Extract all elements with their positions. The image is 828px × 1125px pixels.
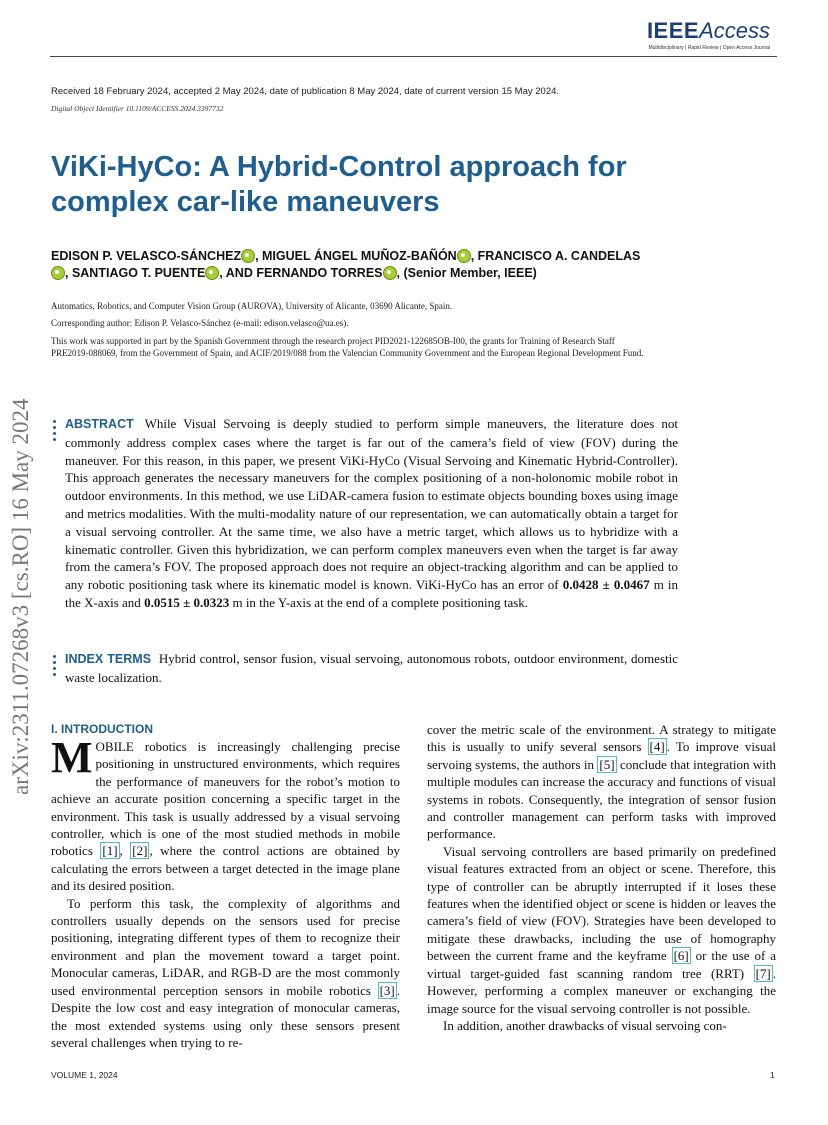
paragraph bbox=[51, 733, 401, 895]
abstract bbox=[65, 415, 678, 612]
abstract-text: While Visual Servoing is deeply studied to perform simple maneuvers, the literature does not commonly address complex cases where the target is far out of the camera’s field of view (FOV) during the maneuver. For this reason, in this paper, we present ViKi-HyCo (Visual Servoing and Kinematic Hybrid-Controller). This approach generates the necessary maneuvers for the complex positioning of a non-holonomic mobile robot in outdoor environments. In this method, we use LiDAR-camera fusion to estimate objects bounding boxes using image and metrics modalities. With the multi-modality nature of our representation, we can automatically obtain a target for a visual servoing controller. At the same time, we also have a metric target, which allows us to hybridize with a kinematic controller. Given this hybridization, we can perform complex maneuvers even when the target is far away from the camera’s FOV. The proposed approach does not require an object-tracking algorithm and can be applied to any robotic positioning task where its kinematic model is known. ViKi-HyCo has an error of bbox=[65, 416, 679, 593]
abstract-text: m in the X-axis and bbox=[65, 577, 679, 610]
paragraph-text: conclude that integration with multiple modules can increase the accuracy and functions of visual systems in robots. Consequently, the integration of sensor fusion and controller management can perform tasks with improved performance. bbox=[427, 756, 776, 842]
arxiv-id: arXiv:2311.07268v3 [cs.RO] 16 May 2024 bbox=[8, 398, 33, 795]
orcid-icon[interactable] bbox=[241, 249, 255, 263]
index-terms-text: Hybrid control, sensor fusion, visual servoing, autonomous robots, outdoor environment, domestic waste localization. bbox=[65, 651, 678, 685]
logo-brand: IEEE bbox=[646, 18, 700, 43]
paragraph-text: . However, performing a complex maneuver or exchanging the image source for the visual servoing controller is not possible. bbox=[427, 965, 776, 1016]
author-name: , FRANCISCO A. CANDELAS bbox=[470, 249, 641, 263]
body-column-right bbox=[427, 721, 776, 1034]
abstract-marker-icon bbox=[53, 420, 57, 444]
citation-link[interactable]: [6] bbox=[673, 948, 689, 964]
citation-link[interactable]: [5] bbox=[599, 756, 615, 772]
paragraph-text: To perform this task, the complexity of algorithms and controllers usually depends on the sensors used for precise positioning, integrating different types of them to recognize their environment and plan the movement toward a target point. Monocular cameras, LiDAR, and RGB-D are the most commonly used environmental perception sensors in mobile robotics bbox=[51, 895, 400, 998]
lead-word: OBILE bbox=[95, 739, 134, 754]
paragraph: In addition, another drawbacks of visual servoing con- bbox=[443, 1017, 727, 1033]
orcid-icon[interactable] bbox=[383, 266, 397, 280]
page-number: 1 bbox=[770, 1070, 775, 1080]
doi: Digital Object Identifier 10.1109/ACCESS.2024.3397732 bbox=[51, 104, 224, 113]
arxiv-stamp bbox=[8, 398, 48, 835]
author-name: , MIGUEL ÁNGEL MUÑOZ-BAÑÓN bbox=[255, 249, 457, 263]
citation-link[interactable]: [3] bbox=[379, 982, 395, 998]
header-rule bbox=[50, 56, 777, 57]
author-name: , AND FERNANDO TORRES bbox=[219, 266, 383, 280]
citation-link[interactable]: [4] bbox=[649, 739, 665, 755]
paper-title: ViKi-HyCo: A Hybrid-Control approach for complex car-like maneuvers bbox=[51, 151, 627, 218]
abstract-text: m in the Y-axis at the end of a complete positioning task. bbox=[232, 594, 529, 610]
author-name: EDISON P. VELASCO-SÁNCHEZ bbox=[51, 249, 242, 263]
abstract-label: ABSTRACT bbox=[65, 417, 134, 431]
footer-volume: VOLUME 1, 2024 bbox=[51, 1070, 118, 1080]
received-dates: Received 18 February 2024, accepted 2 May 2024, date of publication 8 May 2024, date of current version 15 May 2024. bbox=[51, 86, 560, 97]
paragraph bbox=[51, 895, 400, 1052]
citation-link[interactable]: [2] bbox=[132, 843, 148, 859]
citation-link[interactable]: [1] bbox=[102, 843, 118, 859]
y-error-value: 0.0515 ± 0.0323 bbox=[144, 594, 230, 610]
paragraph-text: Visual servoing controllers are based primarily on predefined visual features extracted from an object or scene. Therefore, this type of controller can be abruptly interrupted if it loses these features when the identified object or scene is hidden or leaves the camera’s field of view (FOV). Strategies have been developed to mitigate these drawbacks, including the use of homography between the current frame and the keyframe bbox=[427, 843, 776, 964]
orcid-icon[interactable] bbox=[457, 249, 471, 263]
citation-link[interactable]: [7] bbox=[755, 965, 771, 981]
x-error-value: 0.0428 ± 0.0467 bbox=[562, 577, 650, 593]
paragraph-text: robotics is increasingly challenging precise positioning in unstructured environments, which requires the performance of maneuvers for the robot’s motion to achieve an accurate position concerning a specific target in the environment. This task is usually addressed by a visual servoing controller, which is one of the most studied methods in mobile robotics bbox=[51, 739, 401, 859]
orcid-icon[interactable] bbox=[205, 266, 219, 280]
orcid-icon[interactable] bbox=[51, 266, 65, 280]
author-name: , SANTIAGO T. PUENTE bbox=[65, 266, 206, 280]
drop-cap: M bbox=[51, 733, 93, 782]
body-column-left bbox=[51, 721, 400, 1051]
paragraph bbox=[427, 843, 776, 1017]
corresponding-author: Corresponding author: Edison P. Velasco-Sánchez (e-mail: edison.velasco@ua.es). bbox=[51, 318, 349, 328]
index-terms-marker-icon bbox=[53, 655, 57, 679]
paragraph-text: . Despite the low cost and easy integration of monocular cameras, the most extended systems using only these sensors present several challenges when trying to re- bbox=[51, 982, 401, 1050]
affiliation: Automatics, Robotics, and Computer Vision Group (AUROVA), University of Alicante, 03690 Alicante, Spain. bbox=[51, 301, 453, 311]
paragraph-text: . To improve visual servoing systems, the authors in bbox=[427, 739, 776, 772]
logo-tagline: Multidisciplinary | Rapid Review | Open Access Journal bbox=[648, 45, 770, 51]
journal-logo bbox=[647, 18, 770, 51]
paragraph bbox=[427, 721, 776, 843]
paragraph-text: , bbox=[119, 843, 123, 859]
funding-note: This work was supported in part by the Spanish Government through the research project PID2021-122685OB-I00, the grants for Training of Research Staff PRE2019-088069, from the Government of Spain, and ACIF/2019/088 from the Valencian Community Government and the European Regional Development Fund. bbox=[51, 336, 644, 358]
paragraph-text: cover the metric scale of the environment. A strategy to mitigate this is usually to unify several sensors bbox=[427, 722, 776, 755]
author-suffix: , (Senior Member, IEEE) bbox=[396, 266, 537, 280]
author-list bbox=[51, 248, 651, 282]
paragraph-text: , where the control actions are obtained by calculating the errors between a target detected in the image plane and its desired position. bbox=[51, 843, 400, 894]
index-terms bbox=[65, 650, 678, 687]
logo-product: Access bbox=[699, 18, 770, 43]
paragraph-text: or the use of a virtual target-guided fast scanning random tree (RRT) bbox=[427, 948, 777, 981]
section-heading: I. INTRODUCTION bbox=[51, 722, 153, 736]
index-terms-label: INDEX TERMS bbox=[65, 652, 152, 666]
